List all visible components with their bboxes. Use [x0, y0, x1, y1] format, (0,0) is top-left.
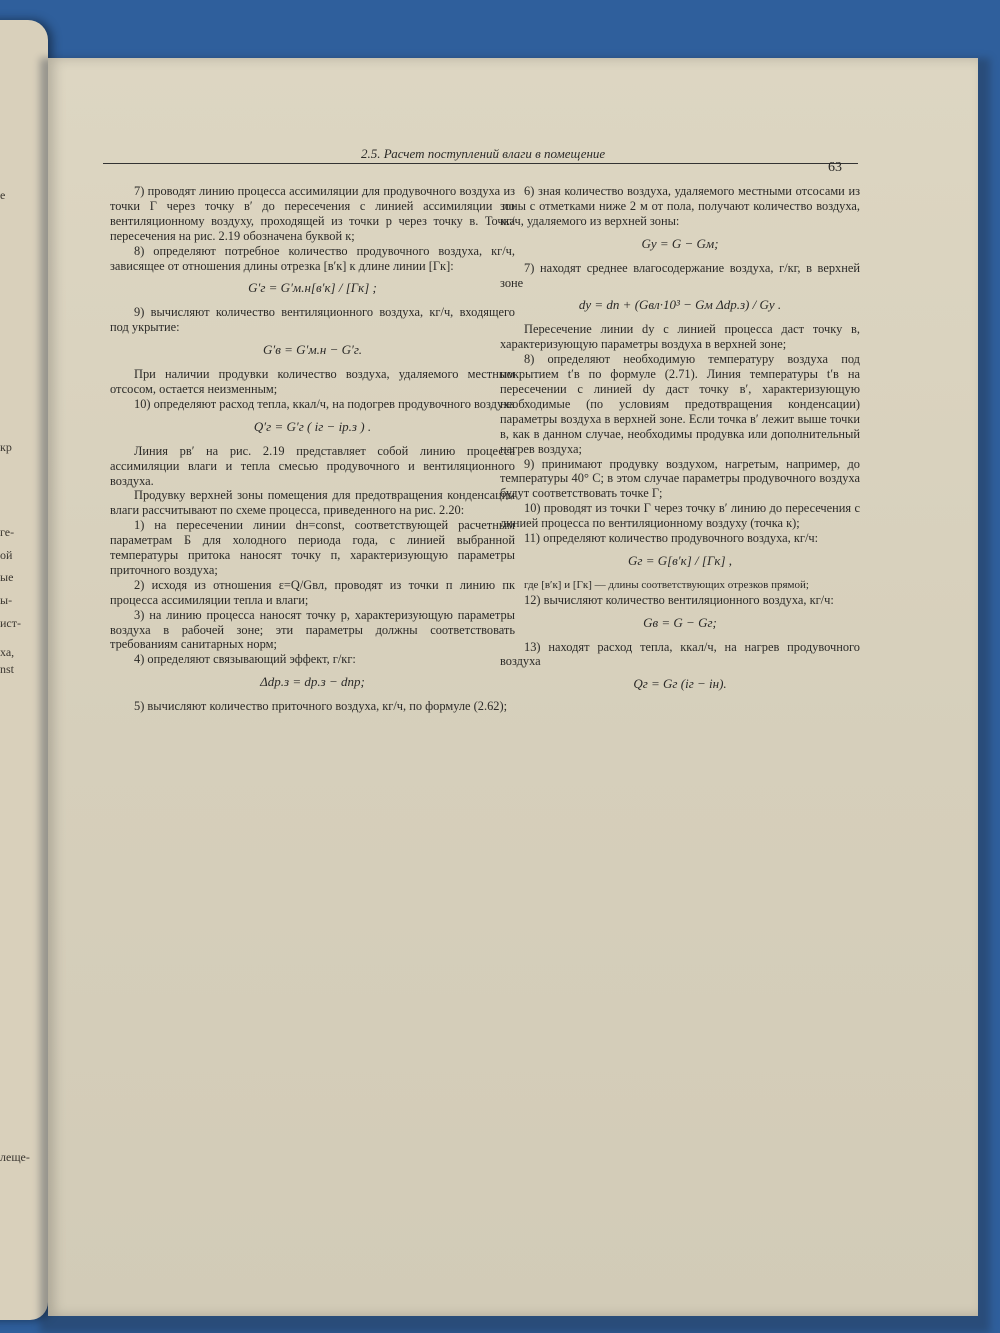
paragraph: 6) зная количество воздуха, удаляемого местными отсосами из зоны с отметками ниже 2 м от пола, получают количество воздуха, кг/ч, удаляемого из верхней зоны: [500, 184, 860, 228]
formula: Qг = Gг (iг − iн). [633, 676, 727, 692]
paragraph: 4) определяют связывающий эффект, г/кг: [134, 652, 356, 667]
paragraph: 8) определяют необходимую температуру воздуха под покрытием t′в по формуле (2.71). Линия температуры t′в на пересечении с линией dу даст точку в′, характеризующую необходимые (по условиям предотвращения конденсации) параметры воздуха в верхней зоне. Если точка в′ лежит выше точки в, как в данном случае, необходимы продувка или дополнительный нагрев воздуха; [500, 352, 860, 456]
paragraph: При наличии продувки количество воздуха, удаляемого местным отсосом, остается неизменным; [110, 367, 515, 396]
formula: Gв = G − Gг; [643, 614, 717, 630]
formula: Q′г = G′г ( iг − iр.з ) . [253, 418, 372, 434]
page-number: 63 [828, 160, 842, 175]
margin-fragment: ха, [0, 645, 15, 659]
running-title: 2.5. Расчет поступлений влаги в помещение [361, 146, 606, 161]
paragraph: Продувку верхней зоны помещения для предотвращения конденсации влаги рассчитывают по схеме процесса, приведенного на рис. 2.20: [110, 488, 515, 518]
margin-fragment: nst [0, 662, 15, 676]
paragraph: 13) находят расход тепла, ккал/ч, на нагрев продувочного воздуха [500, 639, 860, 669]
paragraph: 8) определяют потребное количество продувочного воздуха, кг/ч, зависящее от отношения длины отрезка [в′к] к длине линии [Гк]: [110, 243, 515, 273]
paragraph: 1) на пересечении линии dн=const, соответствующей расчетным параметрам Б для холодного периода года, с линией выбранной температуры притока наносят точку п, характеризующую параметры приточного воздуха; [110, 518, 515, 577]
margin-fragment: ы- [0, 593, 13, 607]
formula: G′в = G′м.н − G′г. [262, 342, 363, 358]
paragraph: Линия рв′ на рис. 2.19 представляет собой линию процесса ассимиляции влаги и тепла смесью продувочного и вентиляционного воздуха. [110, 443, 515, 488]
margin-fragment: ой [0, 548, 13, 562]
margin-fragment: ге- [0, 525, 15, 539]
margin-fragment: ист- [0, 616, 21, 630]
paragraph: 2) исходя из отношения ε=Q/Gвл, проводят из точки п линию пк процесса ассимиляции тепла и влаги; [110, 577, 515, 607]
book-page [48, 58, 978, 1316]
margin-fragment: леще- [0, 1150, 30, 1164]
margin-fragment: е [0, 188, 6, 202]
paragraph: 7) проводят линию процесса ассимиляции для продувочного воздуха из точки Г через точку в′ до пересечения с линией ассимиляции по вентиляционному воздуху, проходящей из точки р через точку в. Точка пересечения на рис. 2.19 обозначена буквой к; [110, 184, 515, 243]
left-column [110, 184, 515, 714]
right-column [500, 184, 860, 701]
paragraph: Пересечение линии dу с линией процесса даст точку в, характеризующую параметры воздуха в верхней зоне; [500, 322, 860, 352]
paragraph: 10) проводят из точки Г через точку в′ линию до пересечения с линией процесса по вентиляционному воздуху (точка к); [500, 501, 860, 531]
paragraph: 3) на линию процесса наносят точку р, характеризующую параметры воздуха в рабочей зоне; эти параметры должны соответствовать требованиям санитарных норм; [110, 607, 515, 652]
formula: dу = dп + (Gвл·10³ − Gм Δdр.з) / Gу . [578, 297, 782, 313]
paragraph: 11) определяют количество продувочного воздуха, кг/ч: [524, 531, 819, 546]
paragraph: 10) определяют расход тепла, ккал/ч, на подогрев продувочного воздуха [134, 396, 515, 411]
margin-fragment: ые [0, 570, 14, 584]
formula: Gг = G[в′к] / [Гк] , [627, 552, 732, 568]
formula: Δdр.з = dр.з − dпр; [260, 674, 365, 690]
paragraph: 12) вычисляют количество вентиляционного воздуха, кг/ч: [524, 592, 834, 607]
formula: G′г = G′м.н[в′к] / [Гк] ; [248, 280, 377, 296]
paragraph: 9) вычисляют количество вентиляционного воздуха, кг/ч, входящего под укрытие: [110, 305, 515, 335]
margin-fragment: кр [0, 440, 12, 454]
paragraph: 5) вычисляют количество приточного воздуха, кг/ч, по формуле (2.62); [134, 699, 508, 714]
running-head [103, 146, 858, 164]
paragraph: 7) находят среднее влагосодержание воздуха, г/кг, в верхней зоне [500, 260, 860, 290]
formula: Gу = G − Gм; [641, 235, 719, 251]
formula-note: где [в′к] и [Гк] — длины соответствующих отрезков прямой; [524, 578, 809, 591]
paragraph: 9) принимают продувку воздухом, нагретым, например, до температуры 40° С; в этом случае параметры продувочного воздуха будут соответствовать точке Г; [500, 456, 860, 501]
